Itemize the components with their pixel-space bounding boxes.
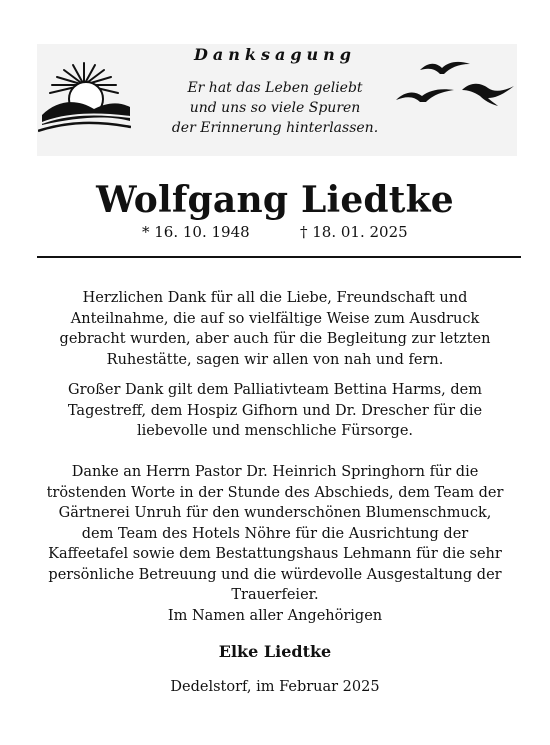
thanks-paragraph-3 — [30, 462, 520, 626]
text-line: Tagestreff, dem Hospiz Gifhorn und Dr. Drescher für die — [67, 402, 483, 419]
text-line: Großer Dank gilt dem Palliativteam Bettina Harms, dem — [67, 382, 482, 398]
text-line: Im Namen aller Angehörigen — [167, 607, 383, 624]
text-line: Kaffeetafel sowie dem Bestattungshaus Lehmann für die sehr — [48, 546, 502, 562]
verse-line: der Erinnerung hinterlassen. — [171, 120, 379, 136]
place-and-date: Dedelstorf, im Februar 2025 — [170, 679, 380, 695]
text-line: Ruhestätte, sagen wir allen von nah und fern. — [106, 351, 444, 368]
flying-birds-icon — [392, 56, 522, 112]
verse-line: und uns so viele Spuren — [189, 100, 361, 116]
text-line: Gärtnerei Unruh für den wunderschönen Blumenschmuck, — [58, 505, 492, 521]
death-date: † 18. 01. 2025 — [300, 223, 408, 241]
signer-name: Elke Liedtke — [218, 642, 332, 661]
text-line: persönliche Betreuung und die würdevolle Ausgestaltung der — [48, 566, 502, 583]
header-title: Danksagung — [194, 45, 356, 64]
text-line: Trauerfeier. — [231, 587, 319, 603]
text-line: gebracht wurden, aber auch für die Begleitung zur letzten — [59, 331, 491, 347]
divider-line — [37, 256, 521, 258]
text-line: Herzlichen Dank für all die Liebe, Freundschaft und — [82, 290, 468, 306]
verse-line: Er hat das Leben geliebt — [187, 80, 363, 96]
text-line: dem Team des Hotels Nöhre für die Ausrichtung der — [81, 525, 469, 542]
birth-date: * 16. 10. 1948 — [142, 223, 250, 241]
thanks-paragraph-1 — [30, 288, 520, 370]
sunset-over-hills-icon — [38, 55, 131, 135]
text-line: tröstenden Worte in der Stunde des Abschieds, dem Team der — [46, 484, 504, 501]
text-line: liebevolle und menschliche Fürsorge. — [136, 423, 414, 439]
thanks-paragraph-2 — [30, 380, 520, 442]
text-line: Danke an Herrn Pastor Dr. Heinrich Springhorn für die — [71, 464, 479, 480]
text-line: Anteilnahme, die auf so vielfältige Weise zum Ausdruck — [70, 310, 480, 327]
memorial-verse — [145, 78, 405, 138]
deceased-name: Wolfgang Liedtke — [96, 179, 454, 221]
